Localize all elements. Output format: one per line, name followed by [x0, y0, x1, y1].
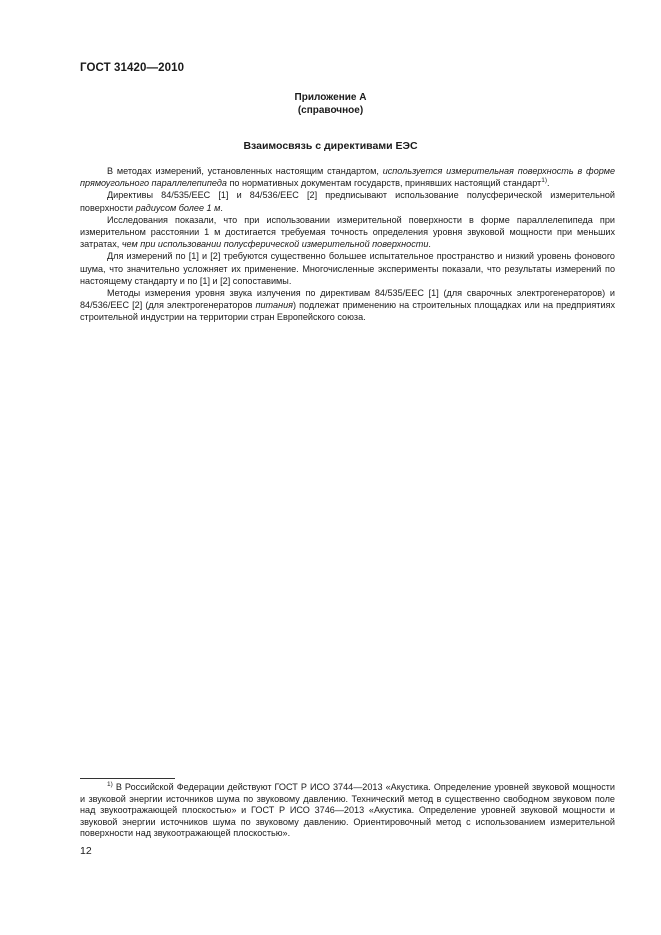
paragraph-5 [80, 287, 615, 324]
paragraph-3 [80, 214, 615, 251]
page-number: 12 [80, 845, 92, 857]
paragraph-1-text: В методах измерений, установленных настоящим стандартом, [107, 166, 383, 176]
footnote [80, 782, 615, 840]
paragraph-4: Для измерений по [1] и [2] требуются существенно большее испытательное пространство и низкий уровень фонового шума, что значительно усложняет их применение. Многочисленные эксперименты показали, что результаты измерений по настоящему стандарту и по [1] и [2] сопоставимы. [80, 251, 615, 286]
paragraph-3-emphasis: чем при использовании полусферической измерительной поверхности [121, 239, 429, 250]
paragraph-2 [80, 189, 615, 213]
paragraph-1-text-cont: по нормативных документам государств, принявших настоящий стандарт [226, 178, 542, 189]
body-text [80, 165, 615, 324]
paragraph-5-text: Методы измерения уровня звука излучения по директивам 84/535/ЕЕС [1] (для сварочных электрогенераторов) и 84/536/ЕЕС [2] (для электрогенераторов [80, 288, 615, 311]
footnote-reference[interactable]: 1) [541, 177, 547, 185]
footnote-divider [80, 778, 175, 779]
section-title: Взаимосвязь с директивами ЕЭС [243, 140, 418, 152]
footnote-marker: 1) [107, 781, 113, 788]
paragraph-2-emphasis: радиусом более 1 м [135, 202, 221, 213]
paragraph-5-end: ) подлежат применению на строительных площадках или на предприятиях строительной индустрии на территории стран Европейского союза. [80, 300, 615, 323]
paragraph-2-end: . [220, 202, 223, 213]
paragraph-3-text: Исследования показали, что при использовании измерительной поверхности в форме параллелепипеда при измерительном расстоянии 1 м достигается требуемая точность определения уровня звуковой мощности при меньших затратах, [80, 214, 615, 250]
paragraph-1-emphasis: используется измерительная поверхность в форме прямоугольного параллелепипеда [80, 166, 615, 189]
appendix-title: Приложение А [294, 92, 367, 103]
paragraph-1-end: . [547, 178, 550, 189]
paragraph-3-end: . [428, 239, 431, 250]
paragraph-5-emphasis: питания [255, 300, 294, 311]
paragraph-2-text: Директивы 84/535/ЕЕС [1] и 84/536/ЕЕС [2] предписывают использование полусферической измерительной поверхности [80, 190, 615, 213]
appendix-subtitle: (справочное) [297, 105, 364, 116]
paragraph-1 [80, 165, 615, 189]
footnote-text: В Российской Федерации действуют ГОСТ Р ИСО 3744—2013 «Акустика. Определение уровней звуковой мощности и звуковой энергии источников шума по звуковому давлению. Технический метод в существенно свободном звуковом поле над звукоотражающей плоскостью» и ГОСТ Р ИСО 3746—2013 «Акустика. Определение уровней звуковой мощности и звуковой энергии источников шума по звуковому давлению. Ориентировочный метод с использованием измерительной поверхности над звукоотражающей плоскостью». [80, 782, 615, 839]
standard-header: ГОСТ 31420—2010 [80, 62, 185, 74]
